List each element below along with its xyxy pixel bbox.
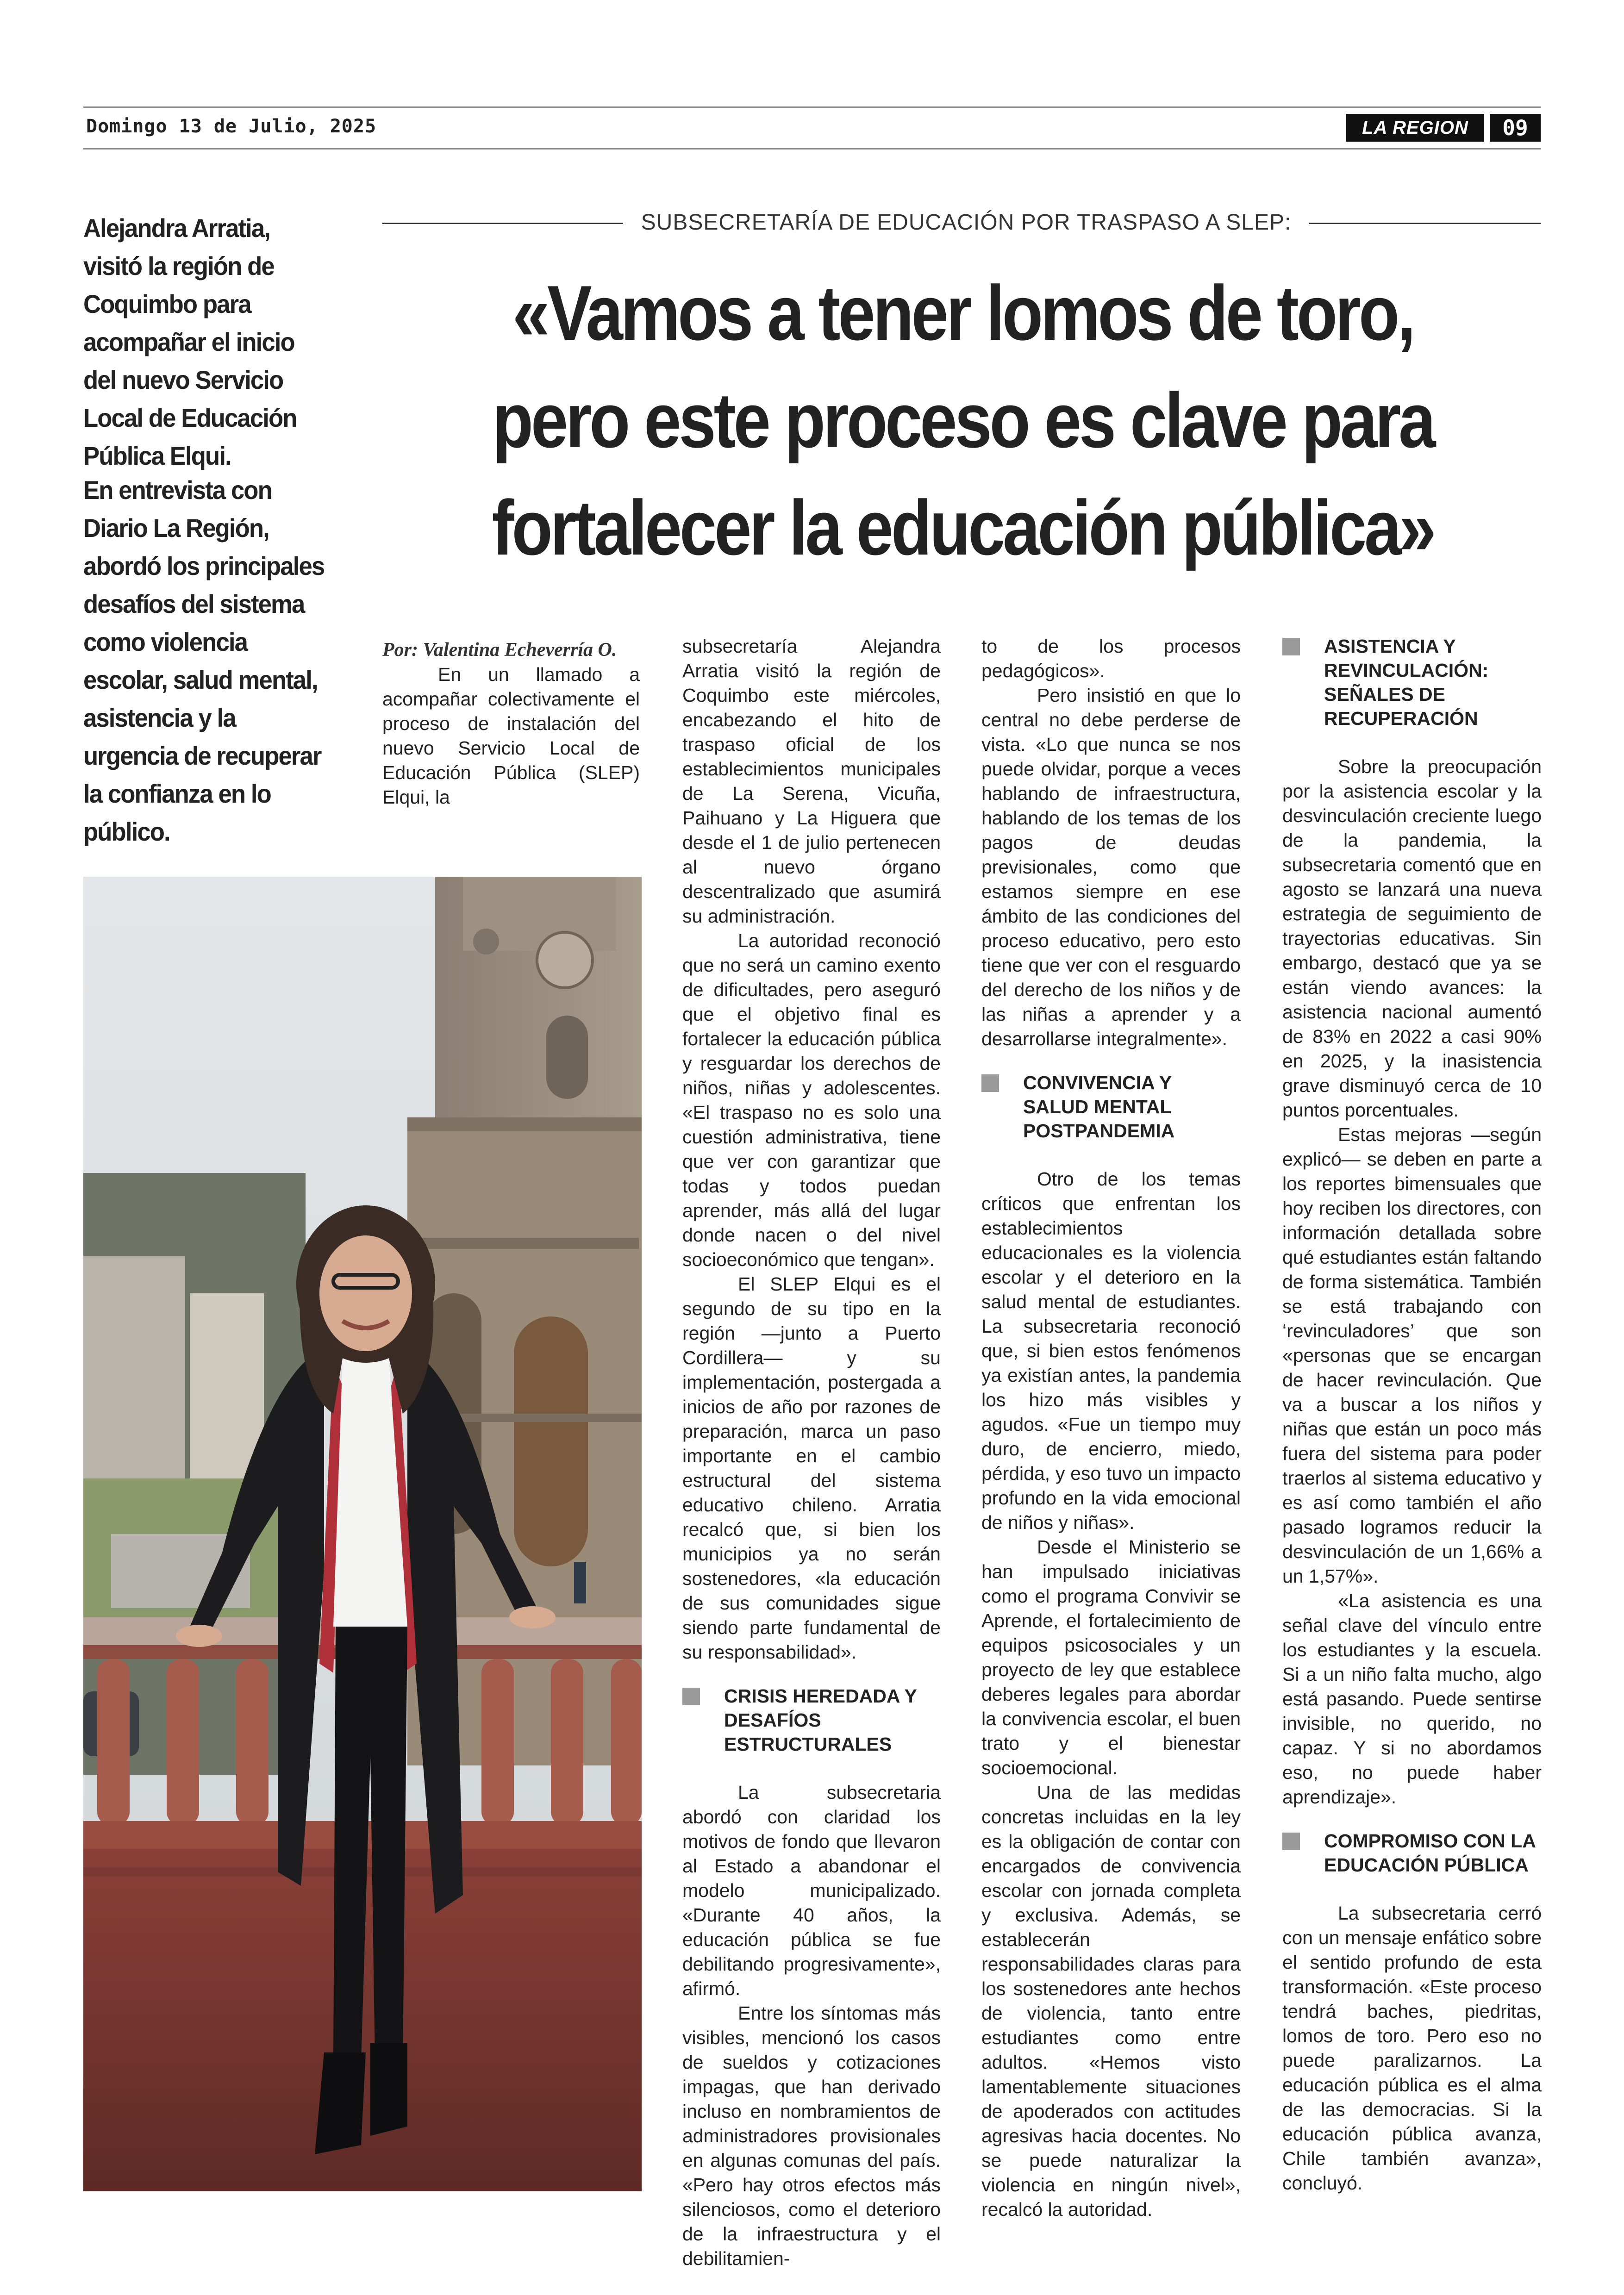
gray-square-icon bbox=[1282, 1833, 1300, 1850]
headline-line-1: «Vamos a tener lomos de toro, bbox=[512, 269, 1413, 356]
kicker-block bbox=[382, 206, 1541, 239]
subhead-text: ASISTENCIA Y REVINCULACIÓN: SEÑALES DE RECUPERACIÓN bbox=[1324, 636, 1489, 729]
paragraph: En un llamado a acompañar colectivamente el proceso de instalación del nuevo Servicio Local de Educación Pública (SLEP) Elqui, la bbox=[382, 664, 640, 808]
article-column-3 bbox=[981, 634, 1241, 2222]
sidebar-lede-1: Alejandra Arratia, visitó la región de Coquimbo para acompañar el inicio del nuevo Servicio Local de Educación Pública Elqui. bbox=[83, 213, 297, 470]
headline-line-3: fortalecer la educación pública» bbox=[492, 484, 1434, 571]
gray-square-icon bbox=[1282, 638, 1300, 655]
sidebar-lede-2: En entrevista con Diario La Región, abordó los principales desafíos del sistema como violencia escolar, salud mental, asistencia y la urgencia de recuperar la confianza en lo público. bbox=[83, 475, 325, 846]
paragraph: La subsecretaria abordó con claridad los motivos de fondo que llevaron al Estado a abandonar el modelo municipalizado. «Durante 40 años, la educación pública se fue debilitando progresivamente», afirmó. bbox=[682, 1782, 941, 1999]
paragraph: El SLEP Elqui es el segundo de su tipo en la región —junto a Puerto Cordillera— y su implementación, postergada a inicios de año por razones de preparación, marca un paso importante en el cambio estructural del sistema educativo chileno. Arratia recalcó que, si bien los municipios ya no serán sostenedores, «la educación de sus comunidades sigue siendo parte fundamental de su responsabilidad». bbox=[682, 1273, 941, 1663]
section-subhead bbox=[1282, 634, 1542, 730]
kicker: SUBSECRETARÍA DE EDUCACIÓN POR TRASPASO A SLEP: bbox=[641, 210, 1292, 235]
issue-date: Domingo 13 de Julio, 2025 bbox=[86, 116, 377, 137]
subhead-text: CONVIVENCIA Y SALUD MENTAL POSTPANDEMIA bbox=[1023, 1072, 1175, 1141]
subhead-text: CRISIS HEREDADA Y DESAFÍOS ESTRUCTURALES bbox=[724, 1685, 917, 1755]
kicker-rule-left bbox=[382, 223, 623, 224]
paragraph: Estas mejoras —según explicó— se deben en parte a los reportes bimensuales que hoy reciben los directores, con información detallada sobre qué estudiantes están faltando de forma sistemática. También se está trabajando con ‘revinculadores’ que son «personas que se encargan de hacer revinculación. Que va a buscar a los niños y niñas que están un poco más fuera del sistema para poder traerlos al sistema educativo y es así como también el año pasado logramos reducir la desvinculación de un 1,66% a un 1,57%». bbox=[1282, 1124, 1542, 1587]
byline: Por: Valentina Echeverría O. bbox=[382, 639, 617, 661]
paragraph: La autoridad reconoció que no será un camino exento de dificultades, pero aseguró que el objetivo final es fortalecer la educación pública y resguardar los derechos de niños, niñas y adolescentes. «El traspaso no es solo una cuestión administrativa, tiene que ver con garantizar que todas y todos puedan aprender, más allá del lugar donde nacen o del nivel socioeconómico que tengan». bbox=[682, 930, 941, 1270]
page-number: 09 bbox=[1490, 114, 1541, 142]
paragraph: to de los procesos pedagógicos». bbox=[981, 636, 1241, 681]
headline-line-2: pero este proceso es clave para bbox=[492, 377, 1434, 464]
section-subhead bbox=[1282, 1829, 1542, 1877]
paragraph: Desde el Ministerio se han impulsado iniciativas como el programa Convivir se Aprende, el fortalecimiento de equipos psicosociales y un proyecto de ley que establece deberes legales para abordar la convivencia escolar, el buen trato y el bienestar socioemocional. bbox=[981, 1536, 1241, 1778]
paragraph: Pero insistió en que lo central no debe perderse de vista. «Lo que nunca se nos puede olvidar, porque a veces hablando de infraestructura, hablando de los temas de los pagos de deudas previsionales, como que estamos siempre en ese ámbito de las condiciones del proceso educativo, pero esto tiene que ver con el resguardo del derecho de los niños y de las niñas a aprender y a desarrollarse integralmente». bbox=[981, 685, 1241, 1049]
article-column-2 bbox=[682, 634, 941, 2271]
paragraph: Entre los síntomas más visibles, mencionó los casos de sueldos y cotizaciones impagas, que han derivado incluso en nombramientos de administradores provisionales en algunas comunas del país. «Pero hay otros efectos más silenciosos, como el deterioro de la infraestructura y el debilitamien- bbox=[682, 2002, 941, 2269]
header-rule-top bbox=[83, 106, 1541, 108]
gray-square-icon bbox=[981, 1074, 999, 1092]
gray-square-icon bbox=[682, 1688, 700, 1705]
newspaper-logo: LA REGION bbox=[1346, 114, 1484, 142]
paragraph: Otro de los temas críticos que enfrentan los establecimientos educacionales es la violencia escolar y el deterioro en la salud mental de estudiantes. La subsecretaria reconoció que, si bien estos fenómenos ya existían antes, la pandemia los hizo más visibles y agudos. «Fue un tiempo muy duro, de encierro, miedo, pérdida, y eso tuvo un impacto profundo en la vida emocional de niños y niñas». bbox=[981, 1168, 1241, 1533]
paragraph: subsecretaría Alejandra Arratia visitó la región de Coquimbo este miércoles, encabezando el hito de traspaso oficial de los establecimientos municipales de La Serena, Vicuña, Paihuano y La Higuera que desde el 1 de julio pertenecen al nuevo órgano descentralizado que asumirá su administración. bbox=[682, 636, 941, 927]
header-rule-bottom bbox=[83, 148, 1541, 150]
paragraph: Sobre la preocupación por la asistencia escolar y la desvinculación creciente luego de la pandemia, la subsecretaria comentó que en agosto se lanzará una nueva estrategia de seguimiento de trayectorias educativas. Sin embargo, destacó que ya se están viendo avances: la asistencia nacional aumentó de 83% en 2022 a casi 90% en 2025, y la inasistencia grave disminuyó cerca de 10 puntos porcentuales. bbox=[1282, 756, 1542, 1121]
headline bbox=[384, 259, 1542, 581]
article-column-4 bbox=[1282, 634, 1542, 2195]
paragraph: Una de las medidas concretas incluidas en la ley es la obligación de contar con encargados de convivencia escolar con jornada completa y exclusiva. Además, se establecerán responsabilidades claras para los sostenedores ante hechos de violencia, tanto entre estudiantes como entre adultos. «Hemos visto lamentablemente situaciones de apoderados con actitudes agresivas hacia docentes. No se puede naturalizar la violencia en ningún nivel», recalcó la autoridad. bbox=[981, 1782, 1241, 2220]
article-photo bbox=[83, 877, 642, 2191]
paragraph: «La asistencia es una señal clave del vínculo entre los estudiantes y la escuela. Si a un niño falta mucho, algo está pasando. Puede sentirse invisible, no querido, no capaz. Y si no abordamos eso, no puede haber aprendizaje». bbox=[1282, 1590, 1542, 1808]
kicker-rule-right bbox=[1309, 223, 1541, 224]
subhead-text: COMPROMISO CON LA EDUCACIÓN PÚBLICA bbox=[1324, 1830, 1536, 1876]
section-subhead bbox=[981, 1071, 1241, 1143]
paragraph: La subsecretaria cerró con un mensaje enfático sobre el sentido profundo de esta transformación. «Este proceso tendrá baches, piedritas, lomos de toro. Pero eso no puede paralizarnos. La educación pública es el alma de las democracias. Si la educación pública avanza, Chile también avanza», concluyó. bbox=[1282, 1902, 1542, 2194]
section-subhead bbox=[682, 1684, 941, 1756]
article-column-1 bbox=[382, 638, 640, 810]
